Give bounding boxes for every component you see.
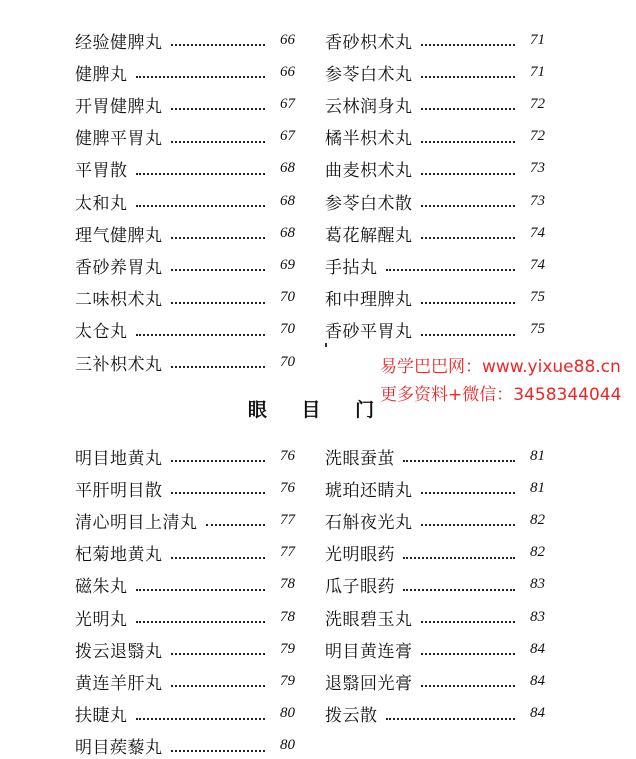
toc-entry-page: 71: [530, 63, 545, 80]
toc-entry: [325, 636, 545, 662]
toc-entry: [75, 124, 295, 150]
toc-entry-name: 拨云退翳丸: [75, 641, 163, 662]
toc-entry-name: 琥珀还睛丸: [325, 480, 413, 501]
toc-entry-page: 82: [530, 511, 545, 528]
dot-leader: [171, 653, 266, 655]
toc-entry-page: 77: [280, 511, 295, 528]
scan-mark: [325, 343, 327, 347]
dot-leader: [171, 237, 266, 239]
toc-entry-name: 平肝明目散: [75, 480, 163, 501]
dot-leader: [136, 621, 266, 623]
dot-leader: [421, 302, 516, 304]
toc-entry: [75, 27, 295, 53]
dot-leader: [421, 524, 516, 526]
toc-entry-page: 66: [280, 31, 295, 48]
toc-entry: [325, 572, 545, 598]
toc-entry-name: 平胃散: [75, 161, 128, 182]
toc-entry: [325, 507, 545, 533]
toc-entry-page: 75: [530, 321, 545, 338]
toc-entry: [325, 285, 545, 311]
toc-entry-name: 二味枳术丸: [75, 290, 163, 311]
section-title-eye: 眼 目 门: [247, 399, 389, 421]
dot-leader: [136, 76, 266, 78]
toc-entry: [75, 188, 295, 214]
toc-entry-page: 78: [280, 576, 295, 593]
toc-entry-name: 开胃健脾丸: [75, 96, 163, 117]
toc-entry: [325, 124, 545, 150]
toc-entry-name: 光明丸: [75, 609, 128, 630]
toc-entry-name: 扶睫丸: [75, 706, 128, 727]
dot-leader: [136, 173, 266, 175]
toc-entry-name: 和中理脾丸: [325, 290, 413, 311]
dot-leader: [421, 173, 516, 175]
dot-leader: [171, 44, 266, 46]
toc-entry-page: 73: [530, 160, 545, 177]
toc-entry: [75, 317, 295, 343]
toc-entry: [75, 443, 295, 469]
toc-entry-name: 健脾平胃丸: [75, 129, 163, 150]
dot-leader: [136, 334, 266, 336]
toc-entry: [325, 317, 545, 343]
toc-entry-page: 71: [530, 31, 545, 48]
toc-entry: [75, 285, 295, 311]
dot-leader: [171, 141, 266, 143]
toc-entry-page: 70: [280, 353, 295, 370]
toc-entry-page: 68: [280, 160, 295, 177]
watermark-site-line: 易学巴巴网：www.yixue88.cn: [380, 357, 621, 377]
toc-entry: [75, 733, 295, 759]
toc-entry-name: 退翳回光膏: [325, 673, 413, 694]
toc-entry: [325, 701, 545, 727]
dot-leader: [171, 269, 266, 271]
toc-entry-name: 云林润身丸: [325, 96, 413, 117]
toc-entry: [325, 540, 545, 566]
toc-entry-page: 79: [280, 672, 295, 689]
toc-entry-name: 明目蒺藜丸: [75, 738, 163, 759]
toc-entry-name: 理气健脾丸: [75, 225, 163, 246]
toc-entry-page: 82: [530, 544, 545, 561]
toc-entry-name: 参苓白术散: [325, 193, 413, 214]
dot-leader: [421, 653, 516, 655]
toc-entry-page: 75: [530, 289, 545, 306]
toc-entry: [325, 668, 545, 694]
toc-entry: [325, 252, 545, 278]
dot-leader: [421, 76, 516, 78]
toc-entry-name: 健脾丸: [75, 64, 128, 85]
toc-entry-name: 洗眼碧玉丸: [325, 609, 413, 630]
dot-leader: [171, 366, 266, 368]
toc-entry-name: 石斛夜光丸: [325, 512, 413, 533]
dot-leader: [136, 205, 266, 207]
toc-entry: [325, 475, 545, 501]
dot-leader: [171, 108, 266, 110]
toc-entry: [75, 475, 295, 501]
toc-entry-name: 明目地黄丸: [75, 448, 163, 469]
toc-entry-page: 70: [280, 321, 295, 338]
toc-entry-page: 77: [280, 544, 295, 561]
toc-entry-name: 洗眼蚕茧: [325, 448, 395, 469]
toc-entry-page: 76: [280, 447, 295, 464]
toc-entry-name: 光明眼药: [325, 545, 395, 566]
toc-entry-page: 74: [530, 224, 545, 241]
toc-entry: [75, 349, 295, 375]
dot-leader: [421, 205, 516, 207]
dot-leader: [421, 44, 516, 46]
dot-leader: [421, 141, 516, 143]
dot-leader: [421, 108, 516, 110]
toc-entry-page: 84: [530, 672, 545, 689]
dot-leader: [171, 302, 266, 304]
toc-entry-name: 太仓丸: [75, 322, 128, 343]
dot-leader: [421, 621, 516, 623]
dot-leader: [421, 334, 516, 336]
toc-entry-name: 磁朱丸: [75, 577, 128, 598]
toc-entry-name: 拨云散: [325, 706, 378, 727]
dot-leader: [421, 492, 516, 494]
dot-leader: [403, 589, 515, 591]
dot-leader: [136, 589, 266, 591]
toc-entry-page: 74: [530, 256, 545, 273]
toc-entry-name: 香砂养胃丸: [75, 257, 163, 278]
toc-entry-page: 72: [530, 95, 545, 112]
toc-entry: [75, 540, 295, 566]
toc-entry: [325, 443, 545, 469]
toc-entry-page: 72: [530, 128, 545, 145]
toc-entry-name: 经验健脾丸: [75, 32, 163, 53]
toc-entry: [75, 604, 295, 630]
toc-entry-page: 80: [280, 737, 295, 754]
toc-entry: [75, 668, 295, 694]
toc-entry-page: 69: [280, 256, 295, 273]
toc-entry: [75, 59, 295, 85]
dot-leader: [136, 718, 266, 720]
toc-entry-name: 香砂平胃丸: [325, 322, 413, 343]
toc-entry: [325, 91, 545, 117]
toc-entry-page: 80: [280, 705, 295, 722]
dot-leader: [206, 524, 266, 526]
toc-entry-name: 香砂枳术丸: [325, 32, 413, 53]
dot-leader: [171, 557, 266, 559]
toc-entry: [325, 604, 545, 630]
dot-leader: [171, 685, 266, 687]
toc-entry-page: 70: [280, 289, 295, 306]
toc-entry-page: 79: [280, 640, 295, 657]
dot-leader: [171, 492, 266, 494]
toc-entry-page: 81: [530, 447, 545, 464]
toc-entry-name: 手拈丸: [325, 257, 378, 278]
toc-entry: [75, 572, 295, 598]
toc-entry-name: 曲麦枳术丸: [325, 161, 413, 182]
toc-entry-name: 明目黄连膏: [325, 641, 413, 662]
toc-entry: [75, 220, 295, 246]
toc-entry-page: 78: [280, 608, 295, 625]
toc-entry-page: 81: [530, 479, 545, 496]
toc-entry-page: 84: [530, 640, 545, 657]
dot-leader: [171, 460, 266, 462]
toc-entry: [75, 701, 295, 727]
toc-entry-page: 76: [280, 479, 295, 496]
toc-entry-page: 73: [530, 192, 545, 209]
toc-entry-page: 66: [280, 63, 295, 80]
toc-entry: [75, 507, 295, 533]
toc-entry-name: 清心明目上清丸: [75, 512, 198, 533]
toc-entry-page: 83: [530, 608, 545, 625]
toc-entry-page: 68: [280, 224, 295, 241]
toc-entry: [325, 59, 545, 85]
toc-entry: [325, 220, 545, 246]
toc-entry: [75, 91, 295, 117]
toc-entry-name: 参苓白术丸: [325, 64, 413, 85]
dot-leader: [386, 718, 516, 720]
toc-entry-name: 太和丸: [75, 193, 128, 214]
dot-leader: [421, 237, 516, 239]
dot-leader: [171, 750, 266, 752]
toc-entry-page: 84: [530, 705, 545, 722]
dot-leader: [403, 460, 515, 462]
toc-entry-page: 67: [280, 128, 295, 145]
toc-entry-name: 葛花解醒丸: [325, 225, 413, 246]
dot-leader: [403, 557, 515, 559]
toc-entry: [75, 252, 295, 278]
toc-entry-page: 68: [280, 192, 295, 209]
dot-leader: [386, 269, 516, 271]
toc-entry: [325, 27, 545, 53]
watermark-contact-line: 更多资料+微信：3458344044: [380, 385, 622, 405]
toc-entry-name: 杞菊地黄丸: [75, 545, 163, 566]
toc-entry-page: 83: [530, 576, 545, 593]
toc-entry: [75, 636, 295, 662]
toc-entry: [325, 156, 545, 182]
toc-entry: [75, 156, 295, 182]
toc-entry-name: 瓜子眼药: [325, 577, 395, 598]
toc-entry: [325, 188, 545, 214]
dot-leader: [421, 685, 516, 687]
toc-entry-name: 三补枳术丸: [75, 354, 163, 375]
toc-entry-name: 黄连羊肝丸: [75, 673, 163, 694]
toc-entry-name: 橘半枳术丸: [325, 129, 413, 150]
toc-entry-page: 67: [280, 95, 295, 112]
